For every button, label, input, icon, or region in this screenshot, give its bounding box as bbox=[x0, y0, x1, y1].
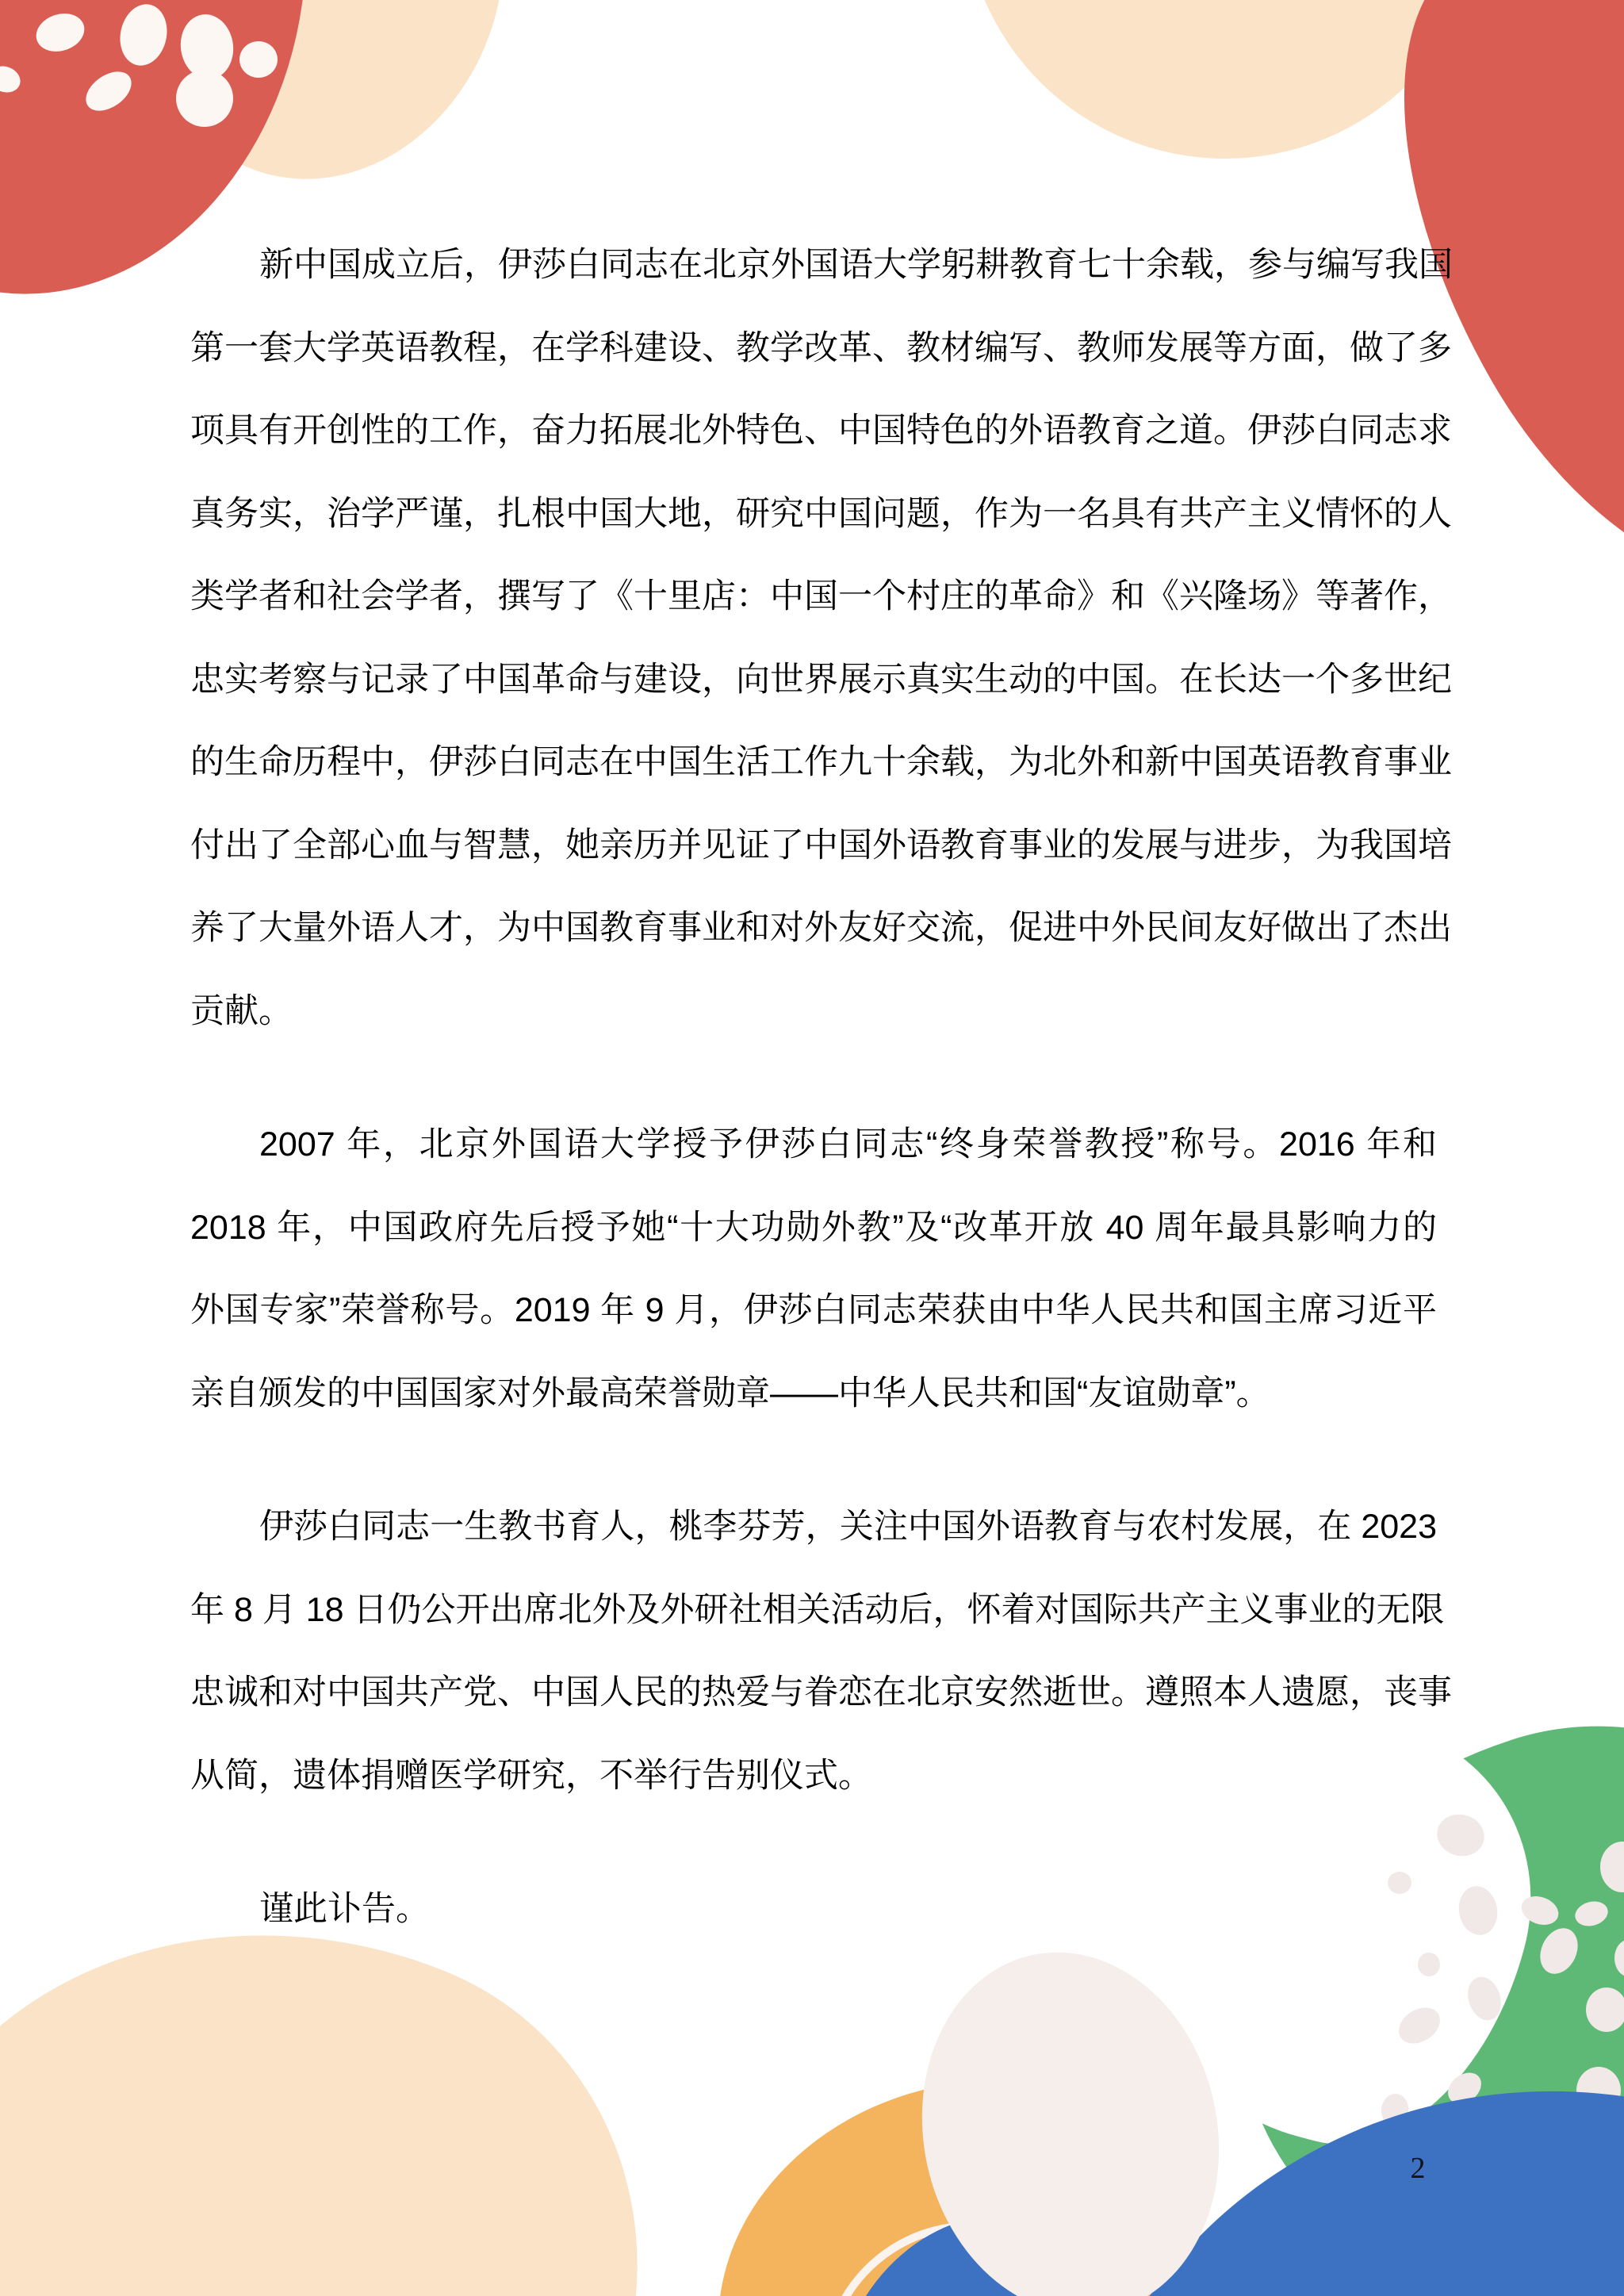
text-line: 外国专家”荣誉称号。2019 年 9 月，伊莎白同志荣获由中华人民共和国主席习近平 bbox=[190, 1291, 1437, 1329]
paragraph bbox=[190, 1868, 1437, 1951]
text-line: 年 8 月 18 日仍公开出席北外及外研社相关活动后，怀着对国际共产主义事业的无限 bbox=[190, 1590, 1445, 1629]
text-line: 贡献。 bbox=[190, 991, 293, 1030]
document-body bbox=[190, 224, 1453, 1951]
text-line: 忠实考察与记录了中国革命与建设，向世界展示真实生动的中国。在长达一个多世纪 bbox=[190, 660, 1452, 699]
text-line: 亲自颁发的中国国家对外最高荣誉勋章——中华人民共和国“友谊勋章”。 bbox=[190, 1374, 1270, 1412]
text-line: 类学者和社会学者，撰写了《十里店：中国一个村庄的革命》和《兴隆场》等著作， bbox=[190, 577, 1452, 615]
decor-dot bbox=[176, 70, 233, 127]
text-line: 伊莎白同志一生教书育人，桃李芬芳，关注中国外语教育与农村发展，在 2023 bbox=[259, 1508, 1437, 1546]
text-line: 从简，遗体捐赠医学研究，不举行告别仪式。 bbox=[190, 1756, 872, 1795]
text-line: 的生命历程中，伊莎白同志在中国生活工作九十余载，为北外和新中国英语教育事业 bbox=[190, 743, 1452, 781]
text-line: 养了大量外语人才，为中国教育事业和对外友好交流，促进中外民间友好做出了杰出 bbox=[190, 909, 1452, 947]
text-line: 项具有开创性的工作，奋力拓展北外特色、中国特色的外语教育之道。伊莎白同志求 bbox=[190, 412, 1452, 450]
text-line: 付出了全部心血与智慧，她亲历并见证了中国外语教育事业的发展与进步，为我国培 bbox=[190, 826, 1452, 864]
paragraph bbox=[190, 224, 1453, 1052]
text-line: 真务实，治学严谨，扎根中国大地，研究中国问题，作为一名具有共产主义情怀的人 bbox=[190, 494, 1452, 533]
decor-dot bbox=[239, 41, 278, 78]
decor-dot bbox=[1418, 1953, 1440, 1976]
decor-dot bbox=[1586, 1987, 1624, 2032]
text-line: 忠诚和对中国共产党、中国人民的热爱与眷恋在北京安然逝世。遵照本人遗愿，丧事 bbox=[190, 1673, 1452, 1711]
page-number: 2 bbox=[1410, 2152, 1426, 2185]
text-line: 第一套大学英语教程，在学科建设、教学改革、教材编写、教师发展等方面，做了多 bbox=[190, 328, 1452, 367]
text-line: 谨此讣告。 bbox=[259, 1890, 430, 1928]
text-line: 新中国成立后，伊莎白同志在北京外国语大学躬耕教育七十余载，参与编写我国 bbox=[259, 246, 1453, 284]
paragraph bbox=[190, 1103, 1437, 1435]
text-line: 2007 年，北京外国语大学授予伊莎白同志“终身荣誉教授”称号。2016 年和 bbox=[259, 1125, 1437, 1163]
paragraph bbox=[190, 1485, 1452, 1817]
text-line: 2018 年，中国政府先后授予她“十大功勋外教”及“改革开放 40 周年最具影响力的 bbox=[190, 1208, 1437, 1247]
